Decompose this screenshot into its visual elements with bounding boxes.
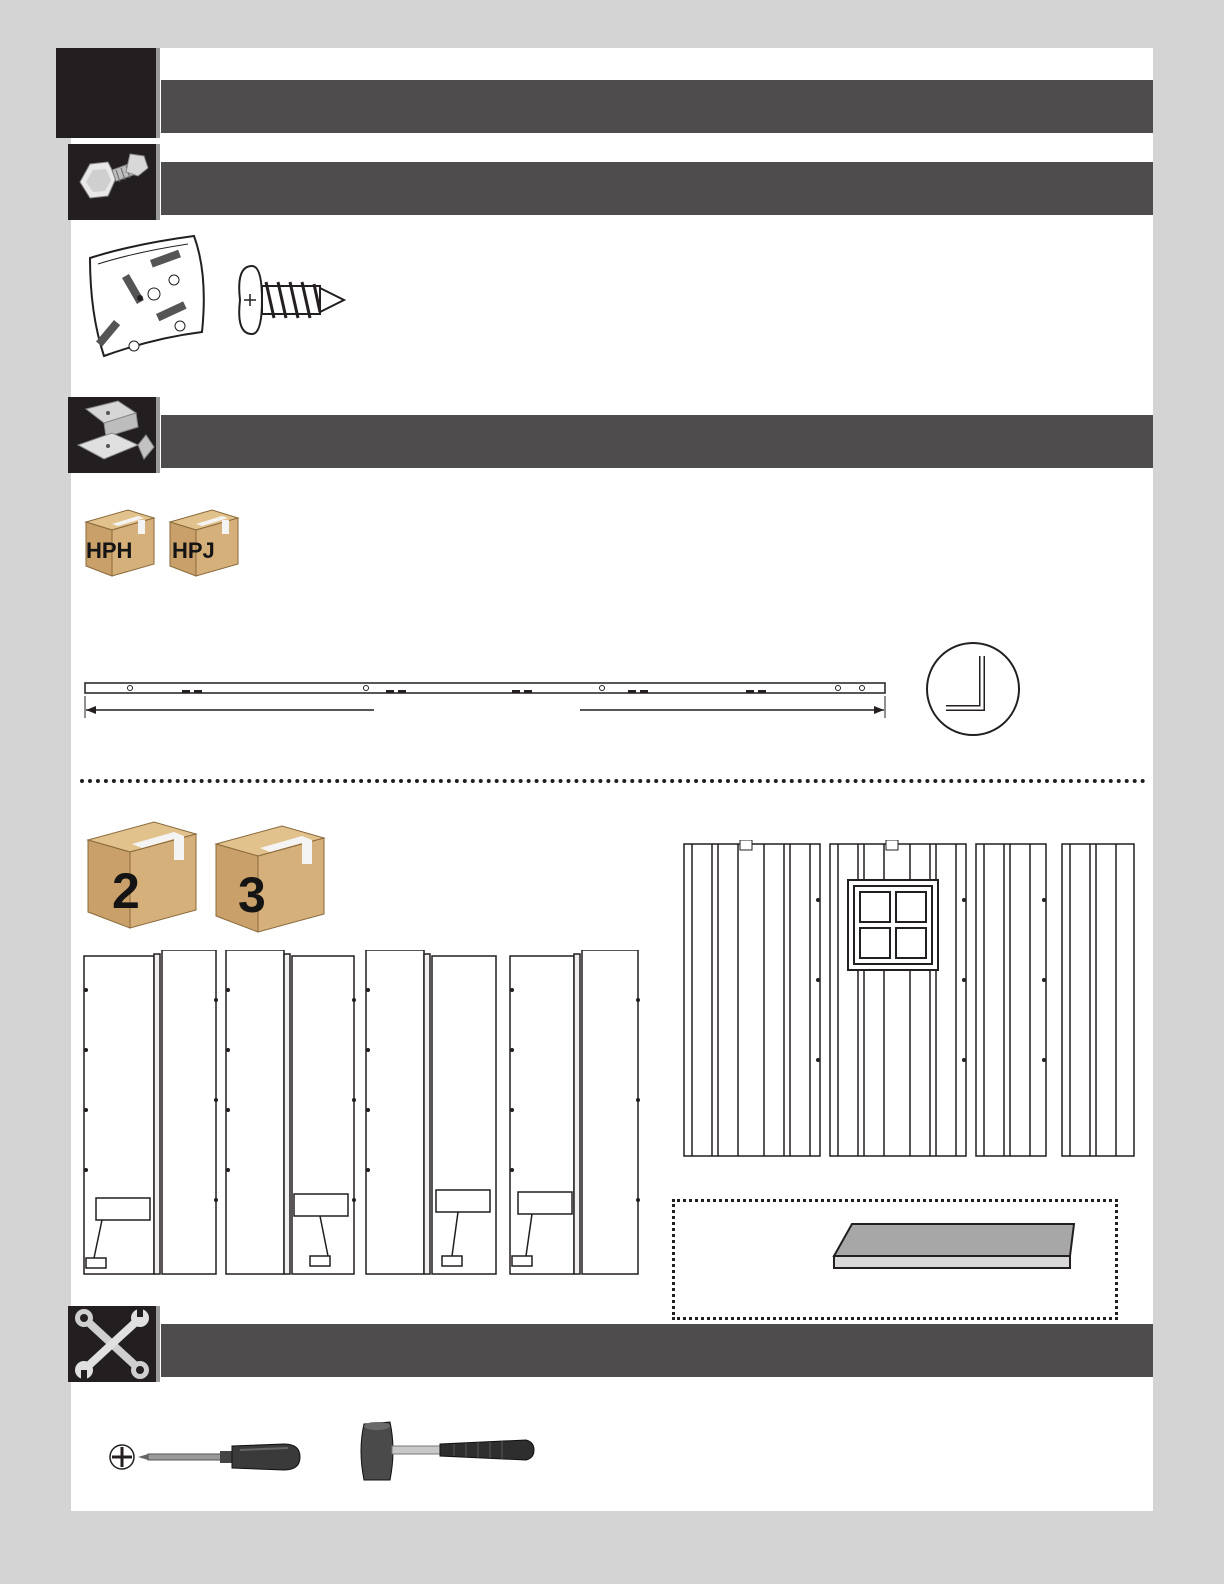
rail-profile-detail-icon [924,640,1022,738]
step-number-box [56,48,160,138]
step-title-bar [161,80,1153,136]
section-divider [80,779,1146,783]
long-rail-part [82,676,890,720]
box-hph-label: HPH [86,538,133,563]
bracket-icon [68,397,156,473]
parts-icon-box [68,397,160,473]
bolt-nut-icon [68,144,156,220]
wall-panels-right-group [682,840,1138,1162]
phillips-screwdriver-icon [108,1438,302,1476]
box-3 [210,822,330,936]
box-hpj [166,506,242,578]
tools-icon-box [68,1306,160,1382]
box-hph [82,506,158,578]
tools-title-bar [161,1324,1153,1380]
wall-panels-left-group [82,950,650,1282]
rubber-mallet-icon [358,1420,538,1484]
hardware-title-bar [161,162,1153,218]
box-3-label: 3 [238,867,266,923]
wrench-icon [68,1306,156,1382]
screw-icon [234,262,354,338]
box-hpj-label: HPJ [172,538,215,563]
box-2 [82,818,202,932]
hardware-bag-icon [84,234,214,362]
parts-title-bar [161,415,1153,471]
shelf-board-part [830,1220,1080,1276]
hardware-icon-box [68,144,160,220]
box-2-label: 2 [112,863,140,919]
